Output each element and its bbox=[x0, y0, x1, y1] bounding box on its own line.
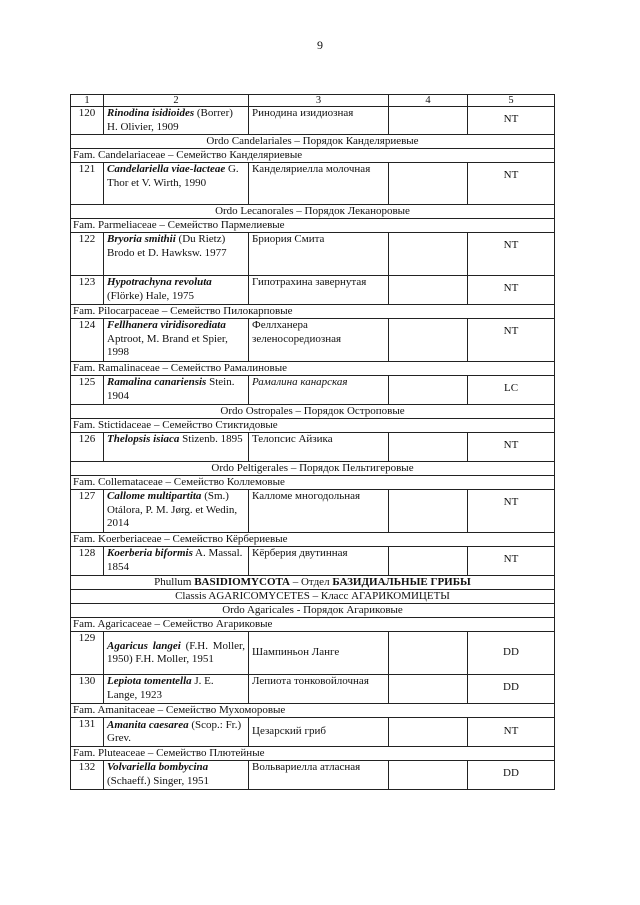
family-heading: Fam. Agaricaceae – Семейство Агариковые bbox=[71, 618, 555, 632]
latin-name: Ramalina canariensis bbox=[107, 376, 207, 388]
author-citation: (Flörke) Hale, 1975 bbox=[107, 289, 195, 302]
latin-name: Callome multipartita bbox=[107, 490, 202, 502]
family-heading: Fam. Pluteaceae – Семейство Плютейные bbox=[71, 747, 555, 761]
section-heading: Ordo Ostropales – Порядок Остроповые bbox=[71, 405, 555, 419]
family-row bbox=[71, 305, 555, 319]
section-row bbox=[71, 135, 555, 149]
latin-name-cell bbox=[104, 319, 249, 362]
latin-name-cell bbox=[104, 163, 249, 205]
species-number: 122 bbox=[71, 233, 104, 276]
column-4-cell bbox=[389, 376, 468, 405]
author-citation: (F.H. Moller, 1950) F.H. Moller, 1951 bbox=[107, 639, 245, 665]
phylum-row bbox=[71, 576, 555, 590]
family-heading: Fam. Parmeliaceae – Семейство Пармелиевые bbox=[71, 219, 555, 233]
section-row bbox=[71, 462, 555, 476]
russian-name: Шампиньон Ланге bbox=[249, 632, 389, 675]
family-heading: Fam. Amanitaceae – Семейство Мухоморовые bbox=[71, 704, 555, 718]
species-number: 131 bbox=[71, 718, 104, 747]
species-row bbox=[71, 233, 555, 276]
status-category: NT bbox=[468, 718, 555, 747]
species-number: 130 bbox=[71, 675, 104, 704]
column-4-cell bbox=[389, 319, 468, 362]
russian-name: Рамалина канарская bbox=[249, 376, 389, 405]
species-number: 126 bbox=[71, 433, 104, 462]
russian-name: Бриория Смита bbox=[249, 233, 389, 276]
species-row bbox=[71, 490, 555, 533]
author-citation: (Schaeff.) Singer, 1951 bbox=[107, 774, 209, 787]
latin-name-cell bbox=[104, 107, 249, 135]
family-row bbox=[71, 747, 555, 761]
species-number: 128 bbox=[71, 547, 104, 576]
latin-name: Bryoria smithii bbox=[107, 233, 176, 245]
column-4-cell bbox=[389, 276, 468, 305]
species-number: 132 bbox=[71, 761, 104, 790]
section-row bbox=[71, 590, 555, 604]
status-category: DD bbox=[468, 675, 555, 704]
author-citation: (Sm.) Otálora, P. M. Jørg. et Wedin, 2014 bbox=[107, 490, 238, 529]
species-row bbox=[71, 675, 555, 704]
section-row bbox=[71, 405, 555, 419]
latin-name-cell bbox=[104, 718, 249, 747]
latin-name-cell bbox=[104, 761, 249, 790]
header-col-1: 1 bbox=[71, 95, 104, 107]
section-heading: Ordo Agaricales - Порядок Агариковые bbox=[71, 604, 555, 618]
family-heading: Fam. Stictidaceae – Семейство Стиктидовые bbox=[71, 419, 555, 433]
author-citation: G. Thor et V. Wirth, 1990 bbox=[107, 163, 239, 189]
russian-name: Ринодина изидиозная bbox=[249, 107, 389, 135]
latin-name: Lepiota tomentella bbox=[107, 675, 192, 687]
status-category: NT bbox=[468, 107, 555, 135]
family-row bbox=[71, 149, 555, 163]
latin-name: Rinodina isidioides bbox=[107, 107, 195, 119]
column-4-cell bbox=[389, 675, 468, 704]
author-citation: A. Massal. 1854 bbox=[107, 547, 243, 573]
family-row bbox=[71, 219, 555, 233]
author-citation: Aptroot, M. Brand et Spier, 1998 bbox=[107, 332, 228, 358]
table-body bbox=[71, 95, 555, 790]
latin-name: Hypotrachyna revoluta bbox=[107, 276, 212, 288]
russian-name: Феллханера зеленосоредиозная bbox=[249, 319, 389, 362]
status-category: NT bbox=[468, 490, 555, 533]
russian-name: Лепиота тонковойлочная bbox=[249, 675, 389, 704]
author-citation: Stizenb. 1895 bbox=[179, 433, 243, 445]
status-category: DD bbox=[468, 761, 555, 790]
column-4-cell bbox=[389, 433, 468, 462]
section-heading: Classis AGARICOMYCETES – Класс АГАРИКОМИЦЕТЫ bbox=[71, 590, 555, 604]
column-4-cell bbox=[389, 718, 468, 747]
status-category: NT bbox=[468, 433, 555, 462]
latin-name: Thelopsis isiaca bbox=[107, 433, 180, 445]
section-heading: Ordo Lecanorales – Порядок Леканоровые bbox=[71, 205, 555, 219]
column-4-cell bbox=[389, 547, 468, 576]
species-number: 121 bbox=[71, 163, 104, 205]
status-category: LC bbox=[468, 376, 555, 405]
russian-name: Калломе многодольная bbox=[249, 490, 389, 533]
species-number: 123 bbox=[71, 276, 104, 305]
phylum-prefix: Phullum bbox=[154, 576, 195, 588]
species-number: 125 bbox=[71, 376, 104, 405]
status-category: NT bbox=[468, 547, 555, 576]
species-number: 127 bbox=[71, 490, 104, 533]
species-row bbox=[71, 433, 555, 462]
latin-name-cell bbox=[104, 632, 249, 675]
status-category: NT bbox=[468, 233, 555, 276]
status-category: DD bbox=[468, 632, 555, 675]
status-category: NT bbox=[468, 319, 555, 362]
latin-name-cell bbox=[104, 490, 249, 533]
species-row bbox=[71, 718, 555, 747]
author-citation: Stein. 1904 bbox=[107, 376, 235, 402]
russian-name: Телопсис Айзика bbox=[249, 433, 389, 462]
russian-name: Кёрберия двутинная bbox=[249, 547, 389, 576]
species-number: 120 bbox=[71, 107, 104, 135]
page-number: 9 bbox=[317, 38, 323, 52]
family-row bbox=[71, 419, 555, 433]
family-row bbox=[71, 362, 555, 376]
family-heading: Fam. Collemataceae – Семейство Коллемовые bbox=[71, 476, 555, 490]
family-row bbox=[71, 476, 555, 490]
author-citation: (Borrer) H. Olivier, 1909 bbox=[107, 107, 233, 133]
russian-name: Цезарский гриб bbox=[249, 718, 389, 747]
latin-name-cell bbox=[104, 433, 249, 462]
family-heading: Fam. Ramalinaceae – Семейство Рамалиновые bbox=[71, 362, 555, 376]
latin-name: Fellhanera viridisorediata bbox=[107, 319, 226, 331]
species-row bbox=[71, 632, 555, 675]
latin-name: Candelariella viae-lacteae bbox=[107, 163, 226, 175]
section-row bbox=[71, 205, 555, 219]
header-col-4: 4 bbox=[389, 95, 468, 107]
species-row bbox=[71, 107, 555, 135]
species-row bbox=[71, 276, 555, 305]
red-list-table bbox=[70, 94, 555, 790]
species-row bbox=[71, 163, 555, 205]
column-4-cell bbox=[389, 163, 468, 205]
header-row bbox=[71, 95, 555, 107]
latin-name-cell bbox=[104, 276, 249, 305]
phylum-separator: – Отдел bbox=[289, 576, 333, 588]
column-4-cell bbox=[389, 490, 468, 533]
species-number: 129 bbox=[71, 632, 104, 675]
phylum-russian: БАЗИДИАЛЬНЫЕ ГРИБЫ bbox=[332, 576, 471, 588]
latin-name-cell bbox=[104, 675, 249, 704]
status-category: NT bbox=[468, 276, 555, 305]
section-heading: Ordo Candelariales – Порядок Канделяриевые bbox=[71, 135, 555, 149]
russian-name: Гипотрахина завернутая bbox=[249, 276, 389, 305]
author-citation: J. E. Lange, 1923 bbox=[107, 675, 214, 701]
latin-name: Amanita caesarea bbox=[107, 718, 189, 731]
header-col-5: 5 bbox=[468, 95, 555, 107]
status-category: NT bbox=[468, 163, 555, 205]
column-4-cell bbox=[389, 761, 468, 790]
header-col-3: 3 bbox=[249, 95, 389, 107]
section-heading: Ordo Peltigerales – Порядок Пельтигеровые bbox=[71, 462, 555, 476]
latin-name-cell bbox=[104, 233, 249, 276]
species-row bbox=[71, 761, 555, 790]
family-row bbox=[71, 704, 555, 718]
column-4-cell bbox=[389, 107, 468, 135]
family-heading: Fam. Koerberiaceae – Семейство Кёрбериевые bbox=[71, 533, 555, 547]
species-number: 124 bbox=[71, 319, 104, 362]
latin-name-cell bbox=[104, 547, 249, 576]
species-row bbox=[71, 319, 555, 362]
species-row bbox=[71, 376, 555, 405]
author-citation: (Du Rietz) Brodo et D. Hawksw. 1977 bbox=[107, 233, 227, 259]
latin-name-cell bbox=[104, 376, 249, 405]
section-row bbox=[71, 604, 555, 618]
species-row bbox=[71, 547, 555, 576]
latin-name: Koerberia biformis bbox=[107, 547, 193, 559]
author-citation: (Scop.: Fr.) Grev. bbox=[107, 718, 242, 744]
column-4-cell bbox=[389, 233, 468, 276]
latin-name: Agaricus langei bbox=[107, 639, 181, 652]
family-heading: Fam. Pilocarpaceae – Семейство Пилокарповые bbox=[71, 305, 555, 319]
latin-name: Volvariella bombycina bbox=[107, 761, 209, 773]
header-col-2: 2 bbox=[104, 95, 249, 107]
russian-name: Канделяриелла молочная bbox=[249, 163, 389, 205]
phylum-heading bbox=[71, 576, 555, 590]
phylum-latin: BASIDIOMYCOTA bbox=[194, 576, 290, 588]
family-heading: Fam. Candelariaceae – Семейство Канделяриевые bbox=[71, 149, 555, 163]
russian-name: Вольвариелла атласная bbox=[249, 761, 389, 790]
family-row bbox=[71, 533, 555, 547]
column-4-cell bbox=[389, 632, 468, 675]
family-row bbox=[71, 618, 555, 632]
